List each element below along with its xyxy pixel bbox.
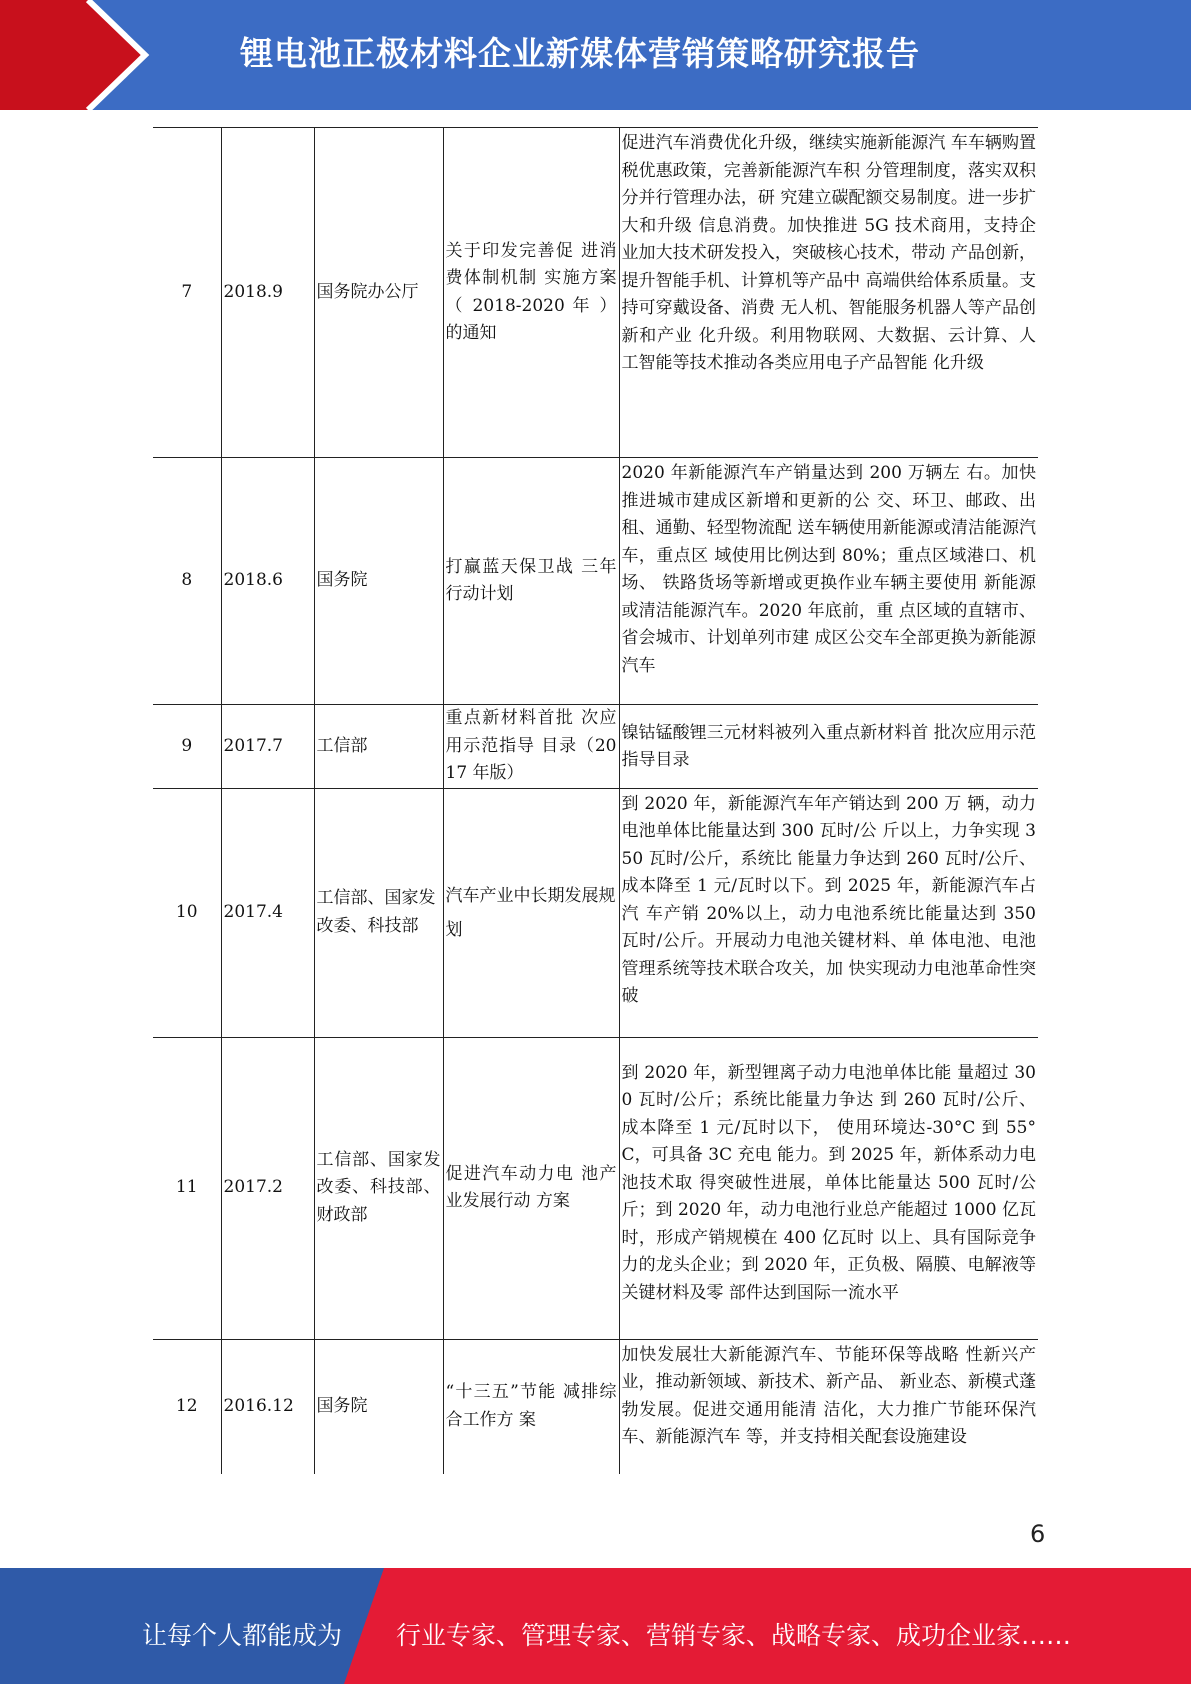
row-policy-name: 重点新材料首批 次应用示范指导 目录（2017 年版）: [443, 705, 619, 789]
row-number: 11: [153, 1037, 221, 1339]
row-department: 国务院: [314, 1339, 443, 1474]
footer-banner: [0, 1568, 1191, 1684]
row-policy-content: 促进汽车消费优化升级，继续实施新能源汽 车车辆购置税优惠政策，完善新能源汽车积 分管理制度，落实双积分并行管理办法，研 究建立碳配额交易制度。进一步扩大和升级 信息消费。加快推进 5G 技术商用，支持企 业加大技术研发投入，突破核心技术，带动 产品创新，提升智能手机、计算机等产品中 高端供给体系质量。支持可穿戴设备、消费 无人机、智能服务机器人等产品创新和产业 化升级。利用物联网、大数据、云计算、人 工智能等技术推动各类应用电子产品智能 化升级: [619, 128, 1038, 458]
row-department: 国务院: [314, 458, 443, 705]
row-policy-name: 打赢蓝天保卫战 三年行动计划: [443, 458, 619, 705]
row-department: 国务院办公厅: [314, 128, 443, 458]
row-date: 2018.6: [221, 458, 314, 705]
row-department: 工信部、国家发改委、科技部、财政部: [314, 1037, 443, 1339]
table-row: [153, 705, 1038, 789]
table-row: [153, 1037, 1038, 1339]
table-row: [153, 788, 1038, 1037]
row-date: 2016.12: [221, 1339, 314, 1474]
footer-slogan-right: 行业专家、管理专家、营销专家、战略专家、成功企业家……: [396, 1621, 1072, 1650]
row-department: 工信部、国家发改委、科技部: [314, 788, 443, 1037]
row-number: 10: [153, 788, 221, 1037]
row-policy-name: “十三五”节能 减排综合工作方 案: [443, 1339, 619, 1474]
row-date: 2017.2: [221, 1037, 314, 1339]
row-date: 2017.7: [221, 705, 314, 789]
row-policy-content: 2020 年新能源汽车产销量达到 200 万辆左 右。加快推进城市建成区新增和更新的公 交、环卫、邮政、出租、通勤、轻型物流配 送车辆使用新能源或清洁能源汽车，重点区 域使用比例达到 80%；重点区域港口、机场、 铁路货场等新增或更换作业车辆主要使用 新能源或清洁能源汽车。2020 年底前，重 点区域的直辖市、省会城市、计划单列市建 成区公交车全部更换为新能源汽车: [619, 458, 1038, 705]
header-banner: [0, 0, 1191, 110]
page-number: 6: [1030, 1520, 1046, 1548]
table-row: [153, 458, 1038, 705]
row-policy-name: 关于印发完善促 进消费体制机制 实施方案 （ 2018-2020 年 ）的通知: [443, 128, 619, 458]
row-department: 工信部: [314, 705, 443, 789]
row-policy-content: 加快发展壮大新能源汽车、节能环保等战略 性新兴产业，推动新领域、新技术、新产品、 新业态、新模式蓬勃发展。促进交通用能清 洁化，大力推广节能环保汽车、新能源汽车 等，并支持相关配套设施建设: [619, 1339, 1038, 1474]
row-number: 7: [153, 128, 221, 458]
footer-slogan-left: 让每个人都能成为: [142, 1621, 343, 1650]
row-number: 12: [153, 1339, 221, 1474]
row-policy-content: 镍钴锰酸锂三元材料被列入重点新材料首 批次应用示范指导目录: [619, 705, 1038, 789]
row-date: 2018.9: [221, 128, 314, 458]
row-date: 2017.4: [221, 788, 314, 1037]
row-number: 9: [153, 705, 221, 789]
row-policy-name: 汽车产业中长期发展规划: [443, 788, 619, 1037]
row-number: 8: [153, 458, 221, 705]
row-policy-name: 促进汽车动力电 池产业发展行动 方案: [443, 1037, 619, 1339]
policy-table: [153, 127, 1038, 1474]
page-title: 锂电池正极材料企业新媒体营销策略研究报告: [240, 34, 920, 73]
row-policy-content: 到 2020 年，新型锂离子动力电池单体比能 量超过 300 瓦时/公斤；系统比能量力争达 到 260 瓦时/公斤、成本降至 1 元/瓦时以下， 使用环境达-30°C 到 55°C，可具备 3C 充电 能力。到 2025 年，新体系动力电池技术取 得突破性进展，单体比能量达 500 瓦时/公 斤；到 2020 年，动力电池行业总产能超过 1000 亿瓦时，形成产销规模在 400 亿瓦时 以上、具有国际竞争力的龙头企业；到 2020 年，正负极、隔膜、电解液等关键材料及零 部件达到国际一流水平: [619, 1037, 1038, 1339]
row-policy-content: 到 2020 年，新能源汽车年产销达到 200 万 辆，动力电池单体比能量达到 300 瓦时/公 斤以上，力争实现 350 瓦时/公斤，系统比 能量力争达到 260 瓦时/公斤、成本降至 1 元/瓦时以下。到 2025 年，新能源汽车占汽 车产销 20%以上，动力电池系统比能量达到 350 瓦时/公斤。开展动力电池关键材料、单 体电池、电池管理系统等技术联合攻关，加 快实现动力电池革命性突破: [619, 788, 1038, 1037]
header-arrow-decoration: [0, 0, 150, 110]
table-row: [153, 1339, 1038, 1474]
table-row: [153, 128, 1038, 458]
